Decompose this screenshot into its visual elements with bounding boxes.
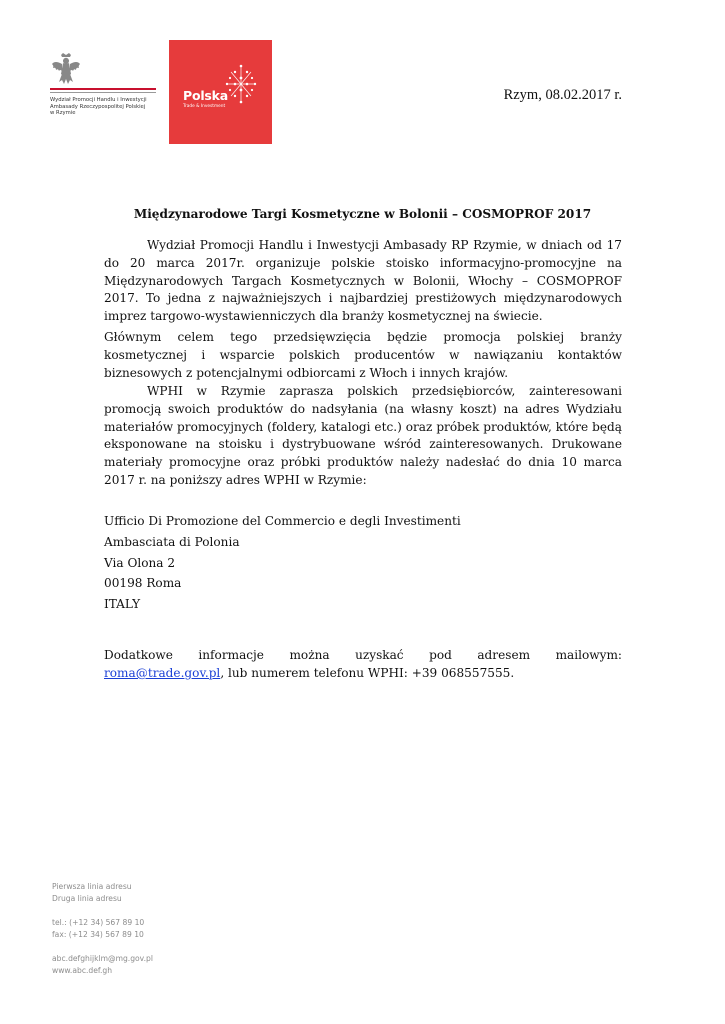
footer-address-line: Pierwsza linia adresu bbox=[52, 882, 132, 891]
contact-line: Dodatkowe informacje można uzyskać pod adresem mailowym: bbox=[104, 648, 622, 662]
footer-contact-block bbox=[52, 881, 252, 977]
contact-line bbox=[104, 664, 622, 682]
email-link[interactable]: roma@trade.gov.pl bbox=[104, 666, 221, 680]
logo-subtitle: Trade & Investment bbox=[183, 104, 226, 109]
address-line: ITALY bbox=[104, 597, 141, 612]
footer-fax: fax: (+12 34) 567 89 10 bbox=[52, 930, 144, 939]
footer-address-line: Druga linia adresu bbox=[52, 894, 122, 903]
address-line: Ufficio Di Promozione del Commercio e degli Investimenti bbox=[104, 514, 461, 528]
ministry-line: w Rzymie bbox=[50, 110, 76, 117]
header-red-rule bbox=[50, 88, 156, 90]
body-paragraph: WPHI w Rzymie zaprasza polskich przedsiębiorców, zainteresowani promocją swoich produktów do nadsyłania (na własny koszt) na adres Wydziału materiałów promocyjnych (foldery, katalogi etc.) oraz próbek produktów, które będą eksponowane na stoisku i dystrybuowane wśród zainteresowanych. Drukowane materiały promocyjne oraz próbki produktów należy nadesłać do dnia 10 marca 2017 r. na poniższy adres WPHI w Rzymie: bbox=[104, 384, 622, 487]
letter-date: Rzym, 08.02.2017 r. bbox=[503, 87, 622, 103]
ministry-line: Ambasady Rzeczypospolitej Polskiej bbox=[50, 103, 146, 110]
footer-email: abc.defghijklm@mg.gov.pl bbox=[52, 954, 153, 963]
polish-eagle-emblem-icon bbox=[50, 52, 82, 86]
postal-address bbox=[104, 511, 461, 615]
footer-tel: tel.: (+12 34) 567 89 10 bbox=[52, 918, 145, 927]
address-line: Via Olona 2 bbox=[104, 555, 176, 570]
footer-web: www.abc.def.gh bbox=[52, 966, 113, 975]
polska-trade-investment-logo bbox=[169, 40, 272, 144]
header-gray-rule bbox=[50, 92, 156, 93]
body-paragraph: Głównym celem tego przedsięwzięcia będzie promocja polskiej branży kosmetycznej i wsparcie polskich producentów w nawiązaniu kontaktów biznesowych z potencjalnymi odbiorcami z Włoch i innych krajów. bbox=[104, 330, 622, 380]
logo-word: Polska bbox=[183, 88, 229, 103]
document-title: Międzynarodowe Targi Kosmetyczne w Bolonii – COSMOPROF 2017 bbox=[133, 207, 592, 221]
address-line: Ambasciata di Polonia bbox=[104, 534, 240, 549]
body-paragraph: Wydział Promocji Handlu i Inwestycji Ambasady RP Rzymie, w dniach od 17 do 20 marca 2017r. organizuje polskie stoisko informacyjno-promocyjne na Międzynarodowych Targach Kosmetycznych w Bolonii, Włochy – COSMOPROF 2017. To jedna z najważniejszych i najbardziej prestiżowych międzynarodowych imprez targowo-wystawienniczych dla branży kosmetycznej na świecie. bbox=[104, 238, 622, 324]
phone-text: , lub numerem telefonu WPHI: +39 068557555. bbox=[220, 666, 515, 680]
address-line: 00198 Roma bbox=[104, 576, 182, 591]
ministry-name bbox=[50, 97, 170, 117]
contact-paragraph bbox=[104, 646, 622, 682]
ministry-line: Wydział Promocji Handlu i Inwestycji bbox=[50, 97, 147, 103]
